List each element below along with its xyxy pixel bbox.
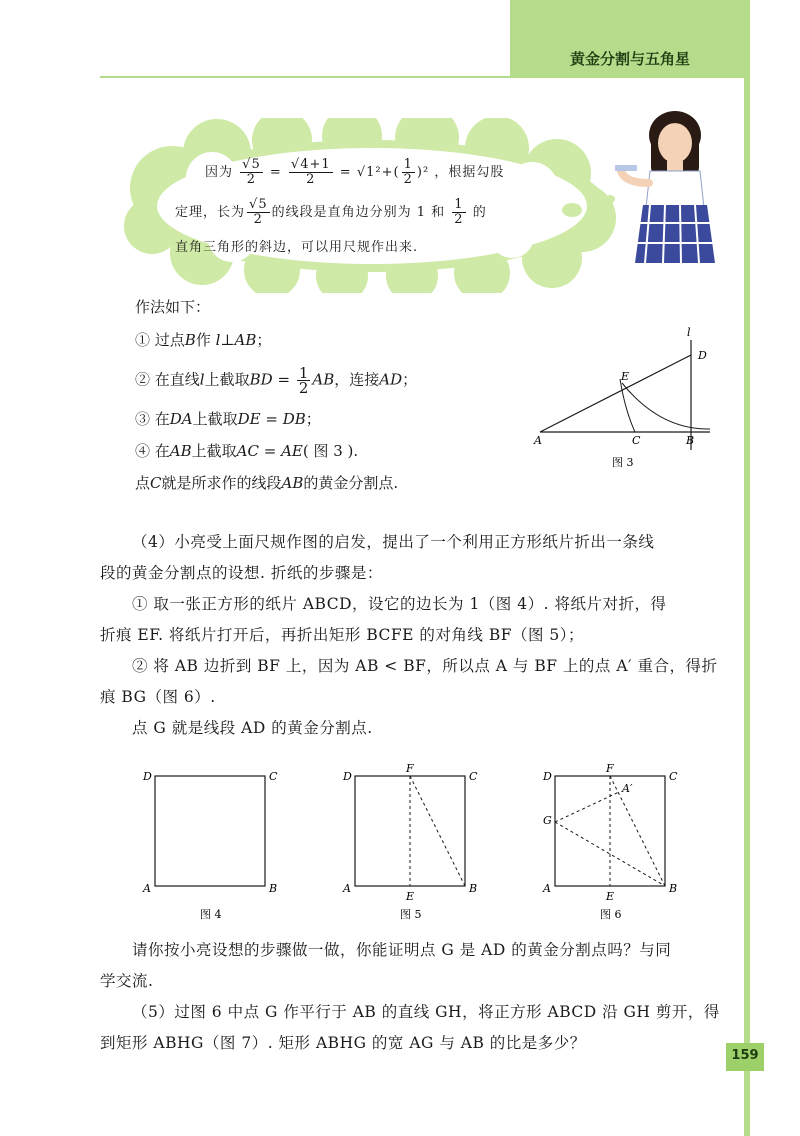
girl-illustration: [615, 105, 725, 265]
bubble-line-3: 直角三角形的斜边，可以用尺规作出来.: [175, 240, 419, 255]
fig4-caption: 图 4: [200, 908, 222, 921]
step-text: ② 在直线: [135, 370, 200, 389]
var-AB: AB: [234, 331, 257, 349]
fig6-caption: 图 6: [600, 908, 622, 921]
paragraph-4-line-2: 段的黄金分割点的设想. 折纸的步骤是：: [100, 564, 383, 582]
paragraph-5-line-1: （5）过图 6 中点 G 作平行于 AB 的直线 GH，将正方形 ABCD 沿 GH 剪开，得: [132, 1003, 720, 1021]
fig5-label-C: C: [469, 770, 478, 783]
step-text: ④ 在: [135, 442, 170, 460]
bubble-line-1: 因为 $\frac{√5}{2}$ = $\frac{√4+1}{2}$ = √1²+( $\frac{1}{2}$ )² ，根据勾股: [205, 157, 505, 187]
step-text: ③ 在: [135, 410, 170, 428]
step-3: [135, 408, 321, 429]
denominator: 2: [298, 379, 309, 397]
fig6-label-F: F: [606, 762, 614, 775]
sqrt-5: 5: [258, 197, 268, 212]
var-AB: AB: [281, 474, 304, 492]
fig5-label-D: D: [343, 770, 352, 783]
step-1-line-1: ① 取一张正方形的纸片 ABCD，设它的边长为 1（图 4）. 将纸片对折，得: [132, 595, 667, 613]
fig6-label-A: A: [543, 882, 551, 895]
body-text-2: [100, 935, 740, 1059]
square-fig4: [155, 776, 265, 886]
step-text: 作: [195, 331, 211, 349]
step-text: 就是所求作的线段: [161, 474, 282, 492]
label-D: D: [698, 349, 707, 362]
step-text: ；: [256, 331, 272, 349]
figure-3: [530, 325, 720, 475]
fig4-label-C: C: [269, 770, 278, 783]
figure-3-caption: 图 3: [612, 456, 634, 469]
diagonal-BF: [410, 776, 465, 886]
step-text: 上截取: [204, 370, 250, 389]
step-1-line-2: 折痕 EF. 将纸片打开后，再折出矩形 BCFE 的对角线 BF（图 5）；: [100, 626, 585, 644]
var-C: C: [150, 474, 162, 492]
bubble-text: 因为: [205, 165, 234, 180]
numerator: 1: [454, 197, 464, 212]
step-4: [135, 440, 358, 461]
sqrt-5: 5: [251, 157, 261, 172]
fig5-label-A: A: [343, 882, 351, 895]
step-text: ( 图 3 ).: [302, 442, 359, 460]
bubble-text: 定理，长为: [175, 205, 246, 220]
equals: =: [269, 165, 282, 180]
bubble-text: 的线段是直角边分别为 1 和: [271, 205, 446, 220]
fig4-label-D: D: [143, 770, 152, 783]
step-text: ① 过点: [135, 331, 185, 349]
var-BD: BD: [249, 370, 273, 389]
equals: =: [339, 165, 352, 180]
figures-4-5-6: [135, 762, 695, 924]
fig4-label-B: B: [269, 882, 278, 895]
bubble-text: ，根据勾股: [434, 165, 505, 180]
label-l: l: [687, 326, 691, 339]
chapter-title: 黄金分割与五角星: [569, 50, 690, 68]
label-A: A: [534, 434, 542, 447]
fig6-label-G: G: [543, 814, 552, 827]
square: )²: [416, 165, 430, 180]
body-text: [100, 527, 740, 744]
construction-conclusion: [135, 472, 398, 493]
step-text: ，连接: [334, 370, 380, 389]
page-number: 159: [731, 1048, 759, 1063]
denominator: 2: [246, 172, 257, 187]
equals: =: [277, 370, 291, 389]
sqrt-4-plus-1: 4+1: [300, 157, 331, 172]
denominator: 2: [306, 172, 316, 187]
var-l: l: [215, 331, 221, 349]
label-B: B: [686, 434, 695, 447]
label-E: E: [621, 370, 630, 383]
step-2-line-2: 痕 BG（图 6）.: [100, 688, 216, 706]
fig4-label-A: A: [143, 882, 151, 895]
numerator: 1: [403, 157, 413, 172]
step-text: 上截取: [192, 410, 238, 428]
denominator: 2: [253, 212, 263, 227]
var-DA: DA: [169, 410, 193, 428]
fig6-label-B: B: [669, 882, 678, 895]
numerator: 1: [298, 364, 309, 382]
fig6-label-D: D: [543, 770, 552, 783]
fig6-label-E: E: [606, 890, 615, 903]
bubble-line-2: 定理，长为 $\frac{√5}{2}$ 的线段是直角边分别为 1 和 $\frac{1}{2}$ 的: [175, 197, 487, 227]
var-B: B: [184, 331, 196, 349]
expr-DE-DB: DE = DB: [237, 410, 306, 428]
denominator: 2: [454, 212, 464, 227]
var-AB: AB: [312, 370, 335, 389]
perp-symbol: ⊥: [220, 331, 235, 349]
header-rule: [100, 76, 750, 78]
question-line-2: 学交流.: [100, 972, 154, 990]
point-G-statement: 点 G 就是线段 AD 的黄金分割点.: [132, 719, 373, 737]
paragraph-5-line-2: 到矩形 ABHG（图 7）. 矩形 ABHG 的宽 AG 与 AB 的比是多少？: [100, 1034, 586, 1052]
thought-dots: [560, 190, 620, 220]
sqrt-term: 1²+(: [366, 165, 400, 180]
fig5-label-F: F: [406, 762, 414, 775]
step-text: ；: [402, 370, 418, 389]
fig5-label-B: B: [469, 882, 478, 895]
paragraph-4-line-1: （4）小亮受上面尺规作图的启发，提出了一个利用正方形纸片折出一条线: [132, 533, 655, 551]
step-text: 点: [135, 474, 151, 492]
fig5-caption: 图 5: [400, 908, 422, 921]
step-text: ；: [305, 410, 321, 428]
question-line-1: 请你按小亮设想的步骤做一做，你能证明点 G 是 AD 的黄金分割点吗？与同: [132, 941, 672, 959]
fig6-label-A-prime: A′: [622, 782, 633, 795]
step-2-line-1: ② 将 AB 边折到 BF 上，因为 AB < BF，所以点 A 与 BF 上的点 A′ 重合，得折: [132, 657, 718, 675]
step-text: 上截取: [191, 442, 237, 460]
arc-DE: [622, 383, 710, 429]
var-l: l: [199, 370, 205, 389]
label-C: C: [632, 434, 641, 447]
fold-GA-prime: [555, 792, 619, 822]
expr-AC-AE: AC = AE: [236, 442, 303, 460]
fig6-label-C: C: [669, 770, 678, 783]
var-AD: AD: [379, 370, 403, 389]
var-AB: AB: [169, 442, 192, 460]
construction-heading: 作法如下：: [135, 298, 211, 316]
fig5-label-E: E: [406, 890, 415, 903]
diagonal-BF: [610, 776, 665, 886]
denominator: 2: [403, 172, 413, 187]
step-text: 的黄金分割点.: [303, 474, 399, 492]
bubble-text: 的: [472, 205, 487, 220]
side-bar: [744, 76, 750, 1136]
step-2: [135, 366, 417, 395]
step-1: [135, 329, 271, 350]
